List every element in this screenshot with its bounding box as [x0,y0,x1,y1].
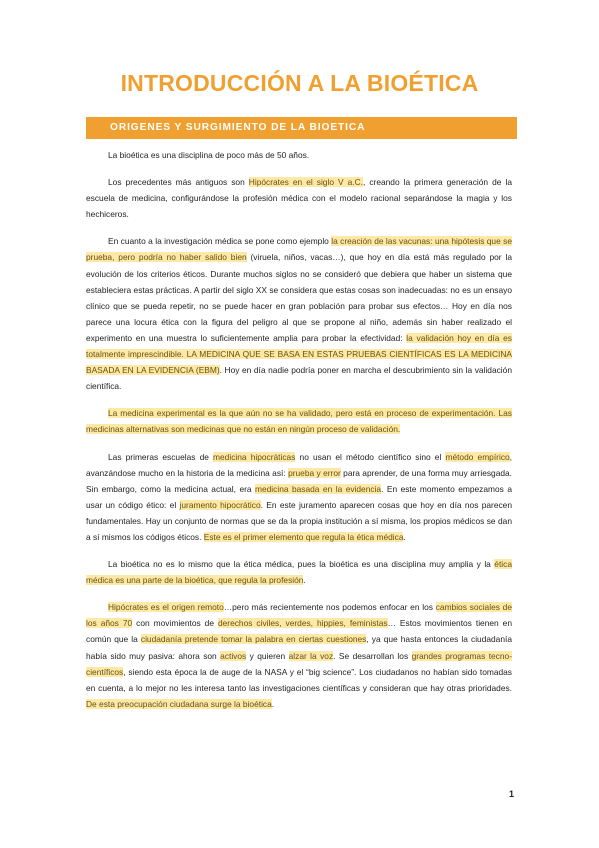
text-run: …pero más recientemente nos podemos enfocar en los [223,602,436,613]
highlighted-text: activos [220,650,247,661]
highlighted-text: ciudadanía pretende tomar la palabra en ciertas cuestiones [140,634,367,645]
text-run: no usan el método científico sino el [295,451,446,462]
highlighted-text: Hipócrates en el siglo V a.C. [248,177,363,188]
highlighted-text: la creación de las vacunas: una hipótesis que se prueba, pero podría no haber salido bien [86,236,512,263]
highlighted-text: Hipócrates es el origen remoto [108,602,224,613]
text-run: La bioética no es lo mismo que la ética médica, pues la bioética es una disciplina muy amplia y la [108,559,495,570]
highlighted-text: prueba y error [288,467,341,478]
text-run: . [403,531,406,542]
paragraph [86,405,512,437]
text-run: para aprender, de una forma muy arriesgada. Sin embargo, como la medicina actual, era [86,467,513,494]
highlighted-text: La medicina experimental es la que aún no se ha validado, pero está en proceso de experimentación. Las medicinas alternativas son medicinas que no están en ningún proceso de validación. [86,408,512,435]
document-title: INTRODUCCIÓN A LA BIOÉTICA [120,70,479,96]
highlighted-text: medicina hipocráticas [213,451,296,462]
paragraph [86,556,512,588]
section-heading-banner: ORIGENES Y SURGIMIENTO DE LA BIOETICA [86,117,517,139]
highlighted-text: derechos civiles, verdes, hippies, feministas [217,618,388,629]
text-run: y quieren [246,650,289,661]
text-run: . Se desarrollan los [333,650,412,661]
highlighted-text: grandes programas tecno-científicos [86,650,512,677]
text-run: con movimientos de [132,618,218,629]
text-run: , creando la primera generación de la escuela de medicina, configurándose la profesión médica con el modelo racional separándose la magia y los hechiceros. [86,177,512,220]
paragraph [86,449,512,546]
highlighted-text: alzar la voz [288,650,334,661]
highlighted-text: la validación hoy en día es totalmente imprescindible. LA MEDICINA QUE SE BASA EN ESTAS PRUEBAS CIENTÍFICAS ES LA MEDICINA BASADA EN LA EVIDENCIA (EBM) [86,332,512,376]
text-run: . En este juramento aparecen cosas que hoy en día nos parecen fundamentales. Hay un conjunto de normas que se da la propia institución a sí misma, los propios médicos se dan a sí mismos los códigos éticos. [86,499,512,542]
highlighted-text: método empírico [445,451,510,462]
paragraph [86,147,512,163]
text-run: … Estos movimientos tienen en común que la [86,618,512,645]
highlighted-text: ética médica es una parte de la bioética, que regula la profesión [86,559,512,586]
paragraph [86,233,512,394]
paragraph [86,599,512,712]
highlighted-text: De esta preocupación ciudadana surge la bioética [86,698,272,709]
page-number: 1 [508,789,514,799]
highlighted-text: medicina basada en la evidencia [255,483,382,494]
text-run: , siendo esta época la de auge de la NASA y el “big science”. Los ciudadanos no habían sido tomadas en cuenta, a lo mejor no les interesa tanto las investigaciones científicas y consideran que hay otras prioridades. [86,666,512,693]
text-run: . [271,698,275,709]
text-run: Los precedentes más antiguos son [108,177,249,188]
text-run: La bioética es una disciplina de poco más de 50 años. [108,150,310,160]
text-run: En cuanto a la investigación médica se pone como ejemplo [108,236,332,247]
text-run: Las primeras escuelas de [108,451,214,462]
document-body [86,147,512,723]
highlighted-text: cambios sociales de los años 70 [86,602,512,629]
paragraph [86,174,512,222]
text-run: . [303,575,306,586]
text-run: , avanzándose mucho en la historia de la medicina así: [86,451,512,478]
text-run: . Hoy en día nadie podría poner en marcha el descubrimiento sin la validación científica. [86,365,512,392]
highlighted-text: Este es el primer elemento que regula la ética médica [203,531,404,542]
highlighted-text: juramento hipocrático [179,499,261,510]
text-run: , ya que hasta entonces la ciudadanía había sido muy pasiva: ahora son [86,634,512,661]
text-run: (viruela, niños, vacas…), que hoy en día está más regulado por la evolución de los criterios éticos. Durante muchos siglos no se consideró que debiera que haber un sistema que estableciera estas prácticas. A partir del siglo XX se considera que estas cosas son inadecuadas: no es un ensayo clínico que se pueda repetir, no se puede hacer en gran población para probar sus efectos… Hoy en día nos parece una locura ética con la figura del peligro al que se propone al niño, además sin haber realizado el experimento en una muestra lo suficientemente amplia para probar la efectividad: [86,252,512,343]
text-run: . En este momento empezamos a usar un código ético: el [86,483,512,510]
